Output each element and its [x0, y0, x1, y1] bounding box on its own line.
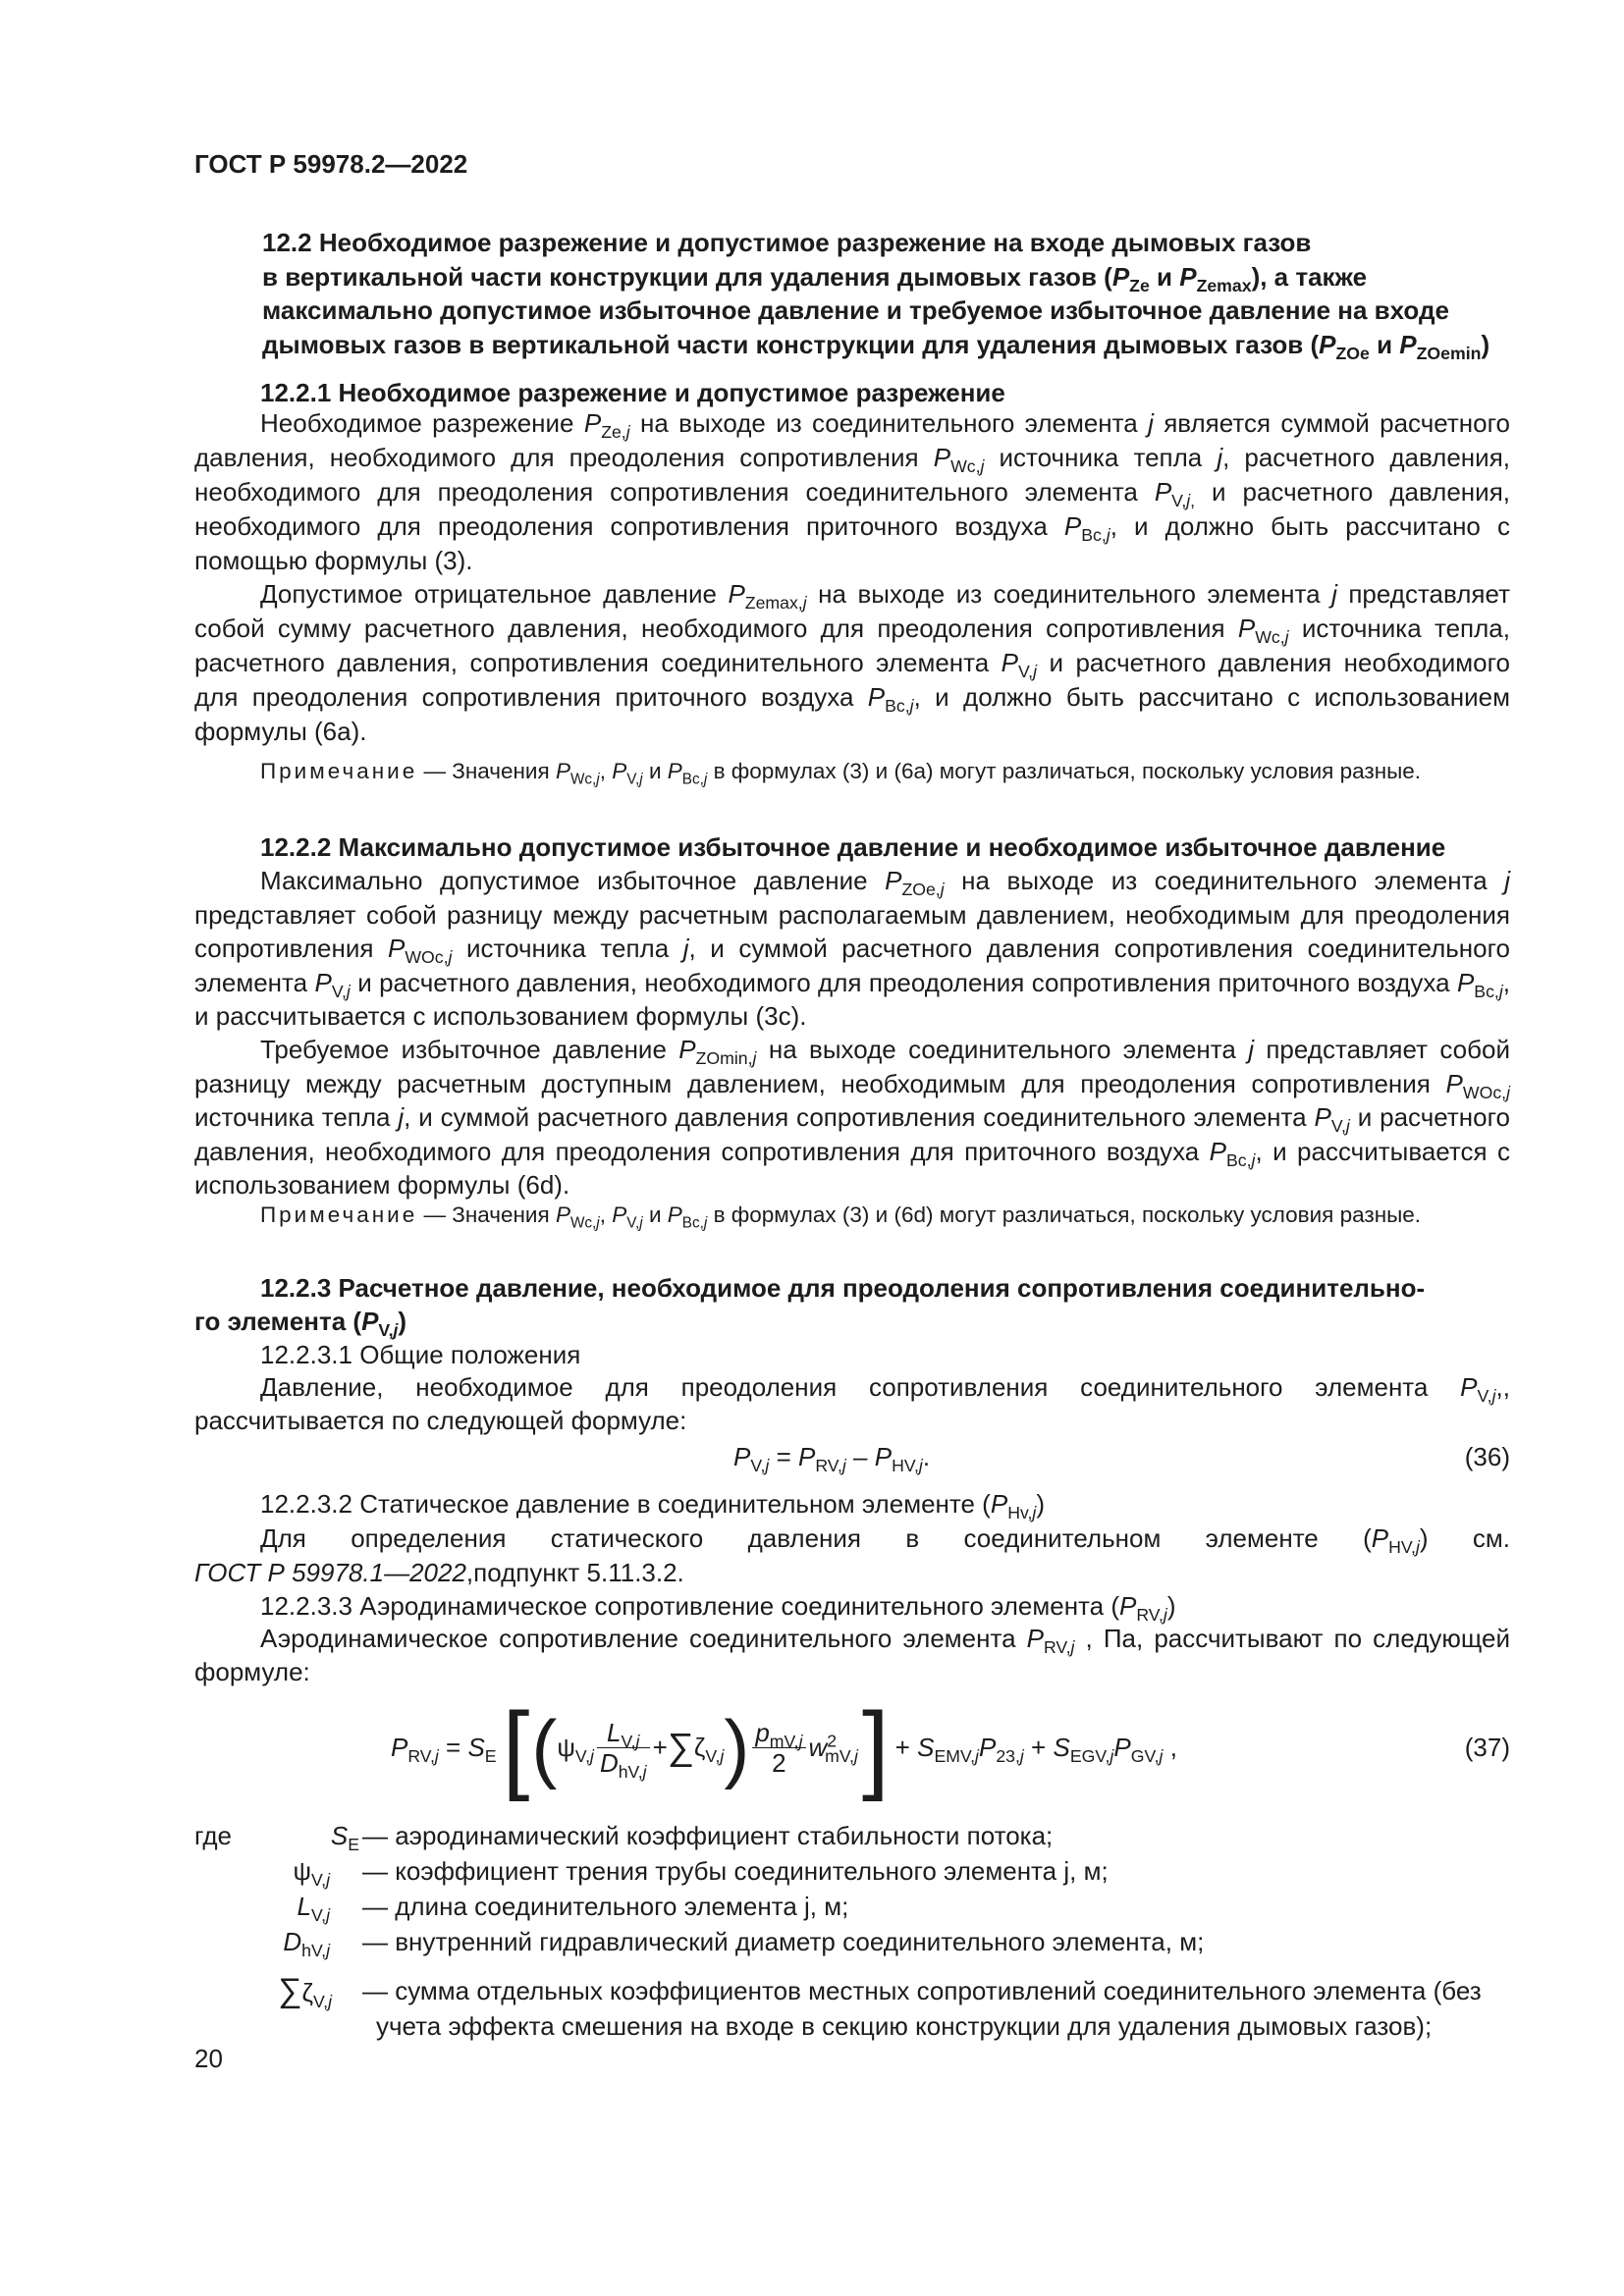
definition-symbol-l: $L_{V,j}$ — [297, 1892, 330, 1926]
equation-37-number: (37) — [1464, 1733, 1510, 1762]
paragraph-12-2-3-2-ref: ГОСТ Р 59978.1—2022,подпункт 5.11.3.2. — [194, 1558, 684, 1587]
paragraph-12-2-3-2: Для определения статического давления в соединительном элементе $(P_{HV,j})$ см. — [260, 1523, 1510, 1558]
definition-symbol-sum-zeta: $\sum\zeta_{V,j}$ — [278, 1972, 332, 2012]
definition-text-d: — внутренний гидравлический диаметр соединительного элемента, м; — [362, 1927, 1205, 1956]
equation-36-body: $P_{V,j} = P_{RV,j} - P_{HV,j}$. — [733, 1442, 931, 1476]
paragraph-12-2-3-1: Давление, необходимое для преодоления сопротивления соединительного элемента $P_{V,j}$,, рассчитывается по следующей формуле: — [194, 1372, 1510, 1435]
paragraph-12-2-1-a: Необходимое разрежение $P_{Ze,j}$ на выходе из соединительного элемента j является суммой расчетного давления, необходимого для преодоления сопротивления $P_{Wc,j}$ источника тепла j, расчетного давления, необходимого для преодоления сопротивления соединительного элемента $P_{V,j,}$ и расчетного давления, необходимого для преодоления сопротивления приточного воздуха $P_{Bc,j}$, и должно быть рассчитано с помощью формулы (3). — [194, 408, 1510, 575]
equation-36 — [194, 1439, 1510, 1474]
subsection-12-2-3-1-title: 12.2.3.1 Общие положения — [260, 1340, 581, 1369]
definition-text-sum-zeta: — сумма отдельных коэффициентов местных сопротивлений соединительного элемента (без — [362, 1976, 1482, 2005]
note-12-2-2: Примечание — Значения $P_{Wc,j}$, $P_{V,j}$ и $P_{Bc,j}$ в формулах (3) и (6d) могут различаться, поскольку условия разные. — [260, 1202, 1422, 1232]
paragraph-12-2-3-3: Аэродинамическое сопротивление соединительного элемента $P_{RV,j}$ , Па, рассчитывают по следующей формуле: — [194, 1624, 1510, 1686]
section-12-2-heading: 12.2 Необходимое разрежение и допустимое разрежение на входе дымовых газов в вертикальной части конструкции для удаления дымовых газов ($P_{Ze}$ и $P_{Zemax}$), а также максимально допустимое избыточное давление и требуемое избыточное давление на входе дымовых газов в вертикальной части конструкции для удаления дымовых газов ($P_{ZOe}$ и $P_{ZOemin}$) — [262, 228, 1490, 363]
standard-reference: ГОСТ Р 59978.1—2022 — [194, 1558, 466, 1587]
equation-36-number: (36) — [1464, 1442, 1510, 1471]
section-12-2-2-heading: 12.2.2 Максимально допустимое избыточное давление и необходимое избыточное давление — [260, 832, 1446, 862]
subsection-12-2-3-3-title: 12.2.3.3 Аэродинамическое сопротивление соединительного элемента $(P_{RV,j})$ — [260, 1591, 1176, 1626]
equation-37 — [194, 1688, 1510, 1806]
definition-text-l: — длина соединительного элемента j, м; — [362, 1892, 849, 1921]
subsection-12-2-3-2-title: 12.2.3.2 Статическое давление в соединительном элементе $(P_{Hv,j})$ — [260, 1489, 1045, 1523]
definition-text-sum-zeta-cont: учета эффекта смешения на входе в секцию конструкции для удаления дымовых газов); — [376, 2011, 1433, 2041]
definition-symbol-psi: $\psi_{V,j}$ — [293, 1856, 330, 1891]
document-header: ГОСТ Р 59978.2—2022 — [194, 149, 468, 179]
note-12-2-1: Примечание — Значения $P_{Wc,j}$, $P_{V,j}$ и $P_{Bc,j}$ в формулах (3) и (6а) могут различаться, поскольку условия разные. — [260, 759, 1422, 788]
definition-symbol-d: $D_{hV,j}$ — [283, 1927, 330, 1961]
definition-text-psi: — коэффициент трения трубы соединительного элемента j, м; — [362, 1856, 1109, 1886]
equation-37-body: $P_{RV,j} = S_E$ [ ( $\psi_{V,j}$ $\frac{L_{V,j}}{D_{hV,j}}$ + ∑ $\zeta_{V,j}$ ) $\frac{p_{mV,j}}{2}$ $w^2_{mV,j}$ ] + $S_{EMV,j}P_{23,j} + S_{EGV,j}P_{GV,j}$ , — [391, 1692, 1177, 1802]
paragraph-12-2-2-a: Максимально допустимое избыточное давление $P_{ZOe,j}$ на выходе из соединительного элемента j представляет собой разницу между расчетным располагаемым давлением, необходимым для преодоления сопротивления $P_{WOc,j}$ источника тепла j, и суммой расчетного давления сопротивления соединительного элемента $P_{V,j}$ и расчетного давления, необходимого для преодоления сопротивления приточного воздуха $P_{Bc,j}$, и рассчитывается с использованием формулы (3с). — [194, 866, 1511, 1031]
definitions-list — [0, 1818, 1624, 2041]
paragraph-12-2-1-b: Допустимое отрицательное давление $P_{Zemax,j}$ на выходе из соединительного элемента j представляет собой сумму расчетного давления, необходимого для преодоления сопротивления $P_{Wc,j}$ источника тепла, расчетного давления, сопротивления соединительного элемента $P_{V,j}$ и расчетного давления необходимого для преодоления сопротивления приточного воздуха $P_{Bc,j}$, и должно быть рассчитано с использованием формулы (6а). — [194, 579, 1510, 746]
definition-symbol-se: $S_E$ — [330, 1821, 359, 1855]
definitions-where-label: где — [194, 1821, 232, 1850]
paragraph-12-2-2-b: Требуемое избыточное давление $P_{ZOmin,j}$ на выходе соединительного элемента j представляет собой разницу между расчетным доступным давлением, необходимым для преодоления сопротивления $P_{WOc,j}$ источника тепла j, и суммой расчетного давления сопротивления соединительного элемента $P_{V,j}$ и расчетного давления, необходимого для преодоления сопротивления для приточного воздуха $P_{Bc,j}$, и рассчитывается с использованием формулы (6d). — [194, 1035, 1510, 1200]
section-12-2-1-heading: 12.2.1 Необходимое разрежение и допустимое разрежение — [260, 378, 1005, 407]
section-12-2-3-heading: 12.2.3 Расчетное давление, необходимое для преодоления сопротивления соединительно- го элемента $(P_{V,j})$ — [194, 1273, 1426, 1341]
definition-text-se: — аэродинамический коэффициент стабильности потока; — [362, 1821, 1054, 1850]
page-number: 20 — [194, 2044, 223, 2073]
